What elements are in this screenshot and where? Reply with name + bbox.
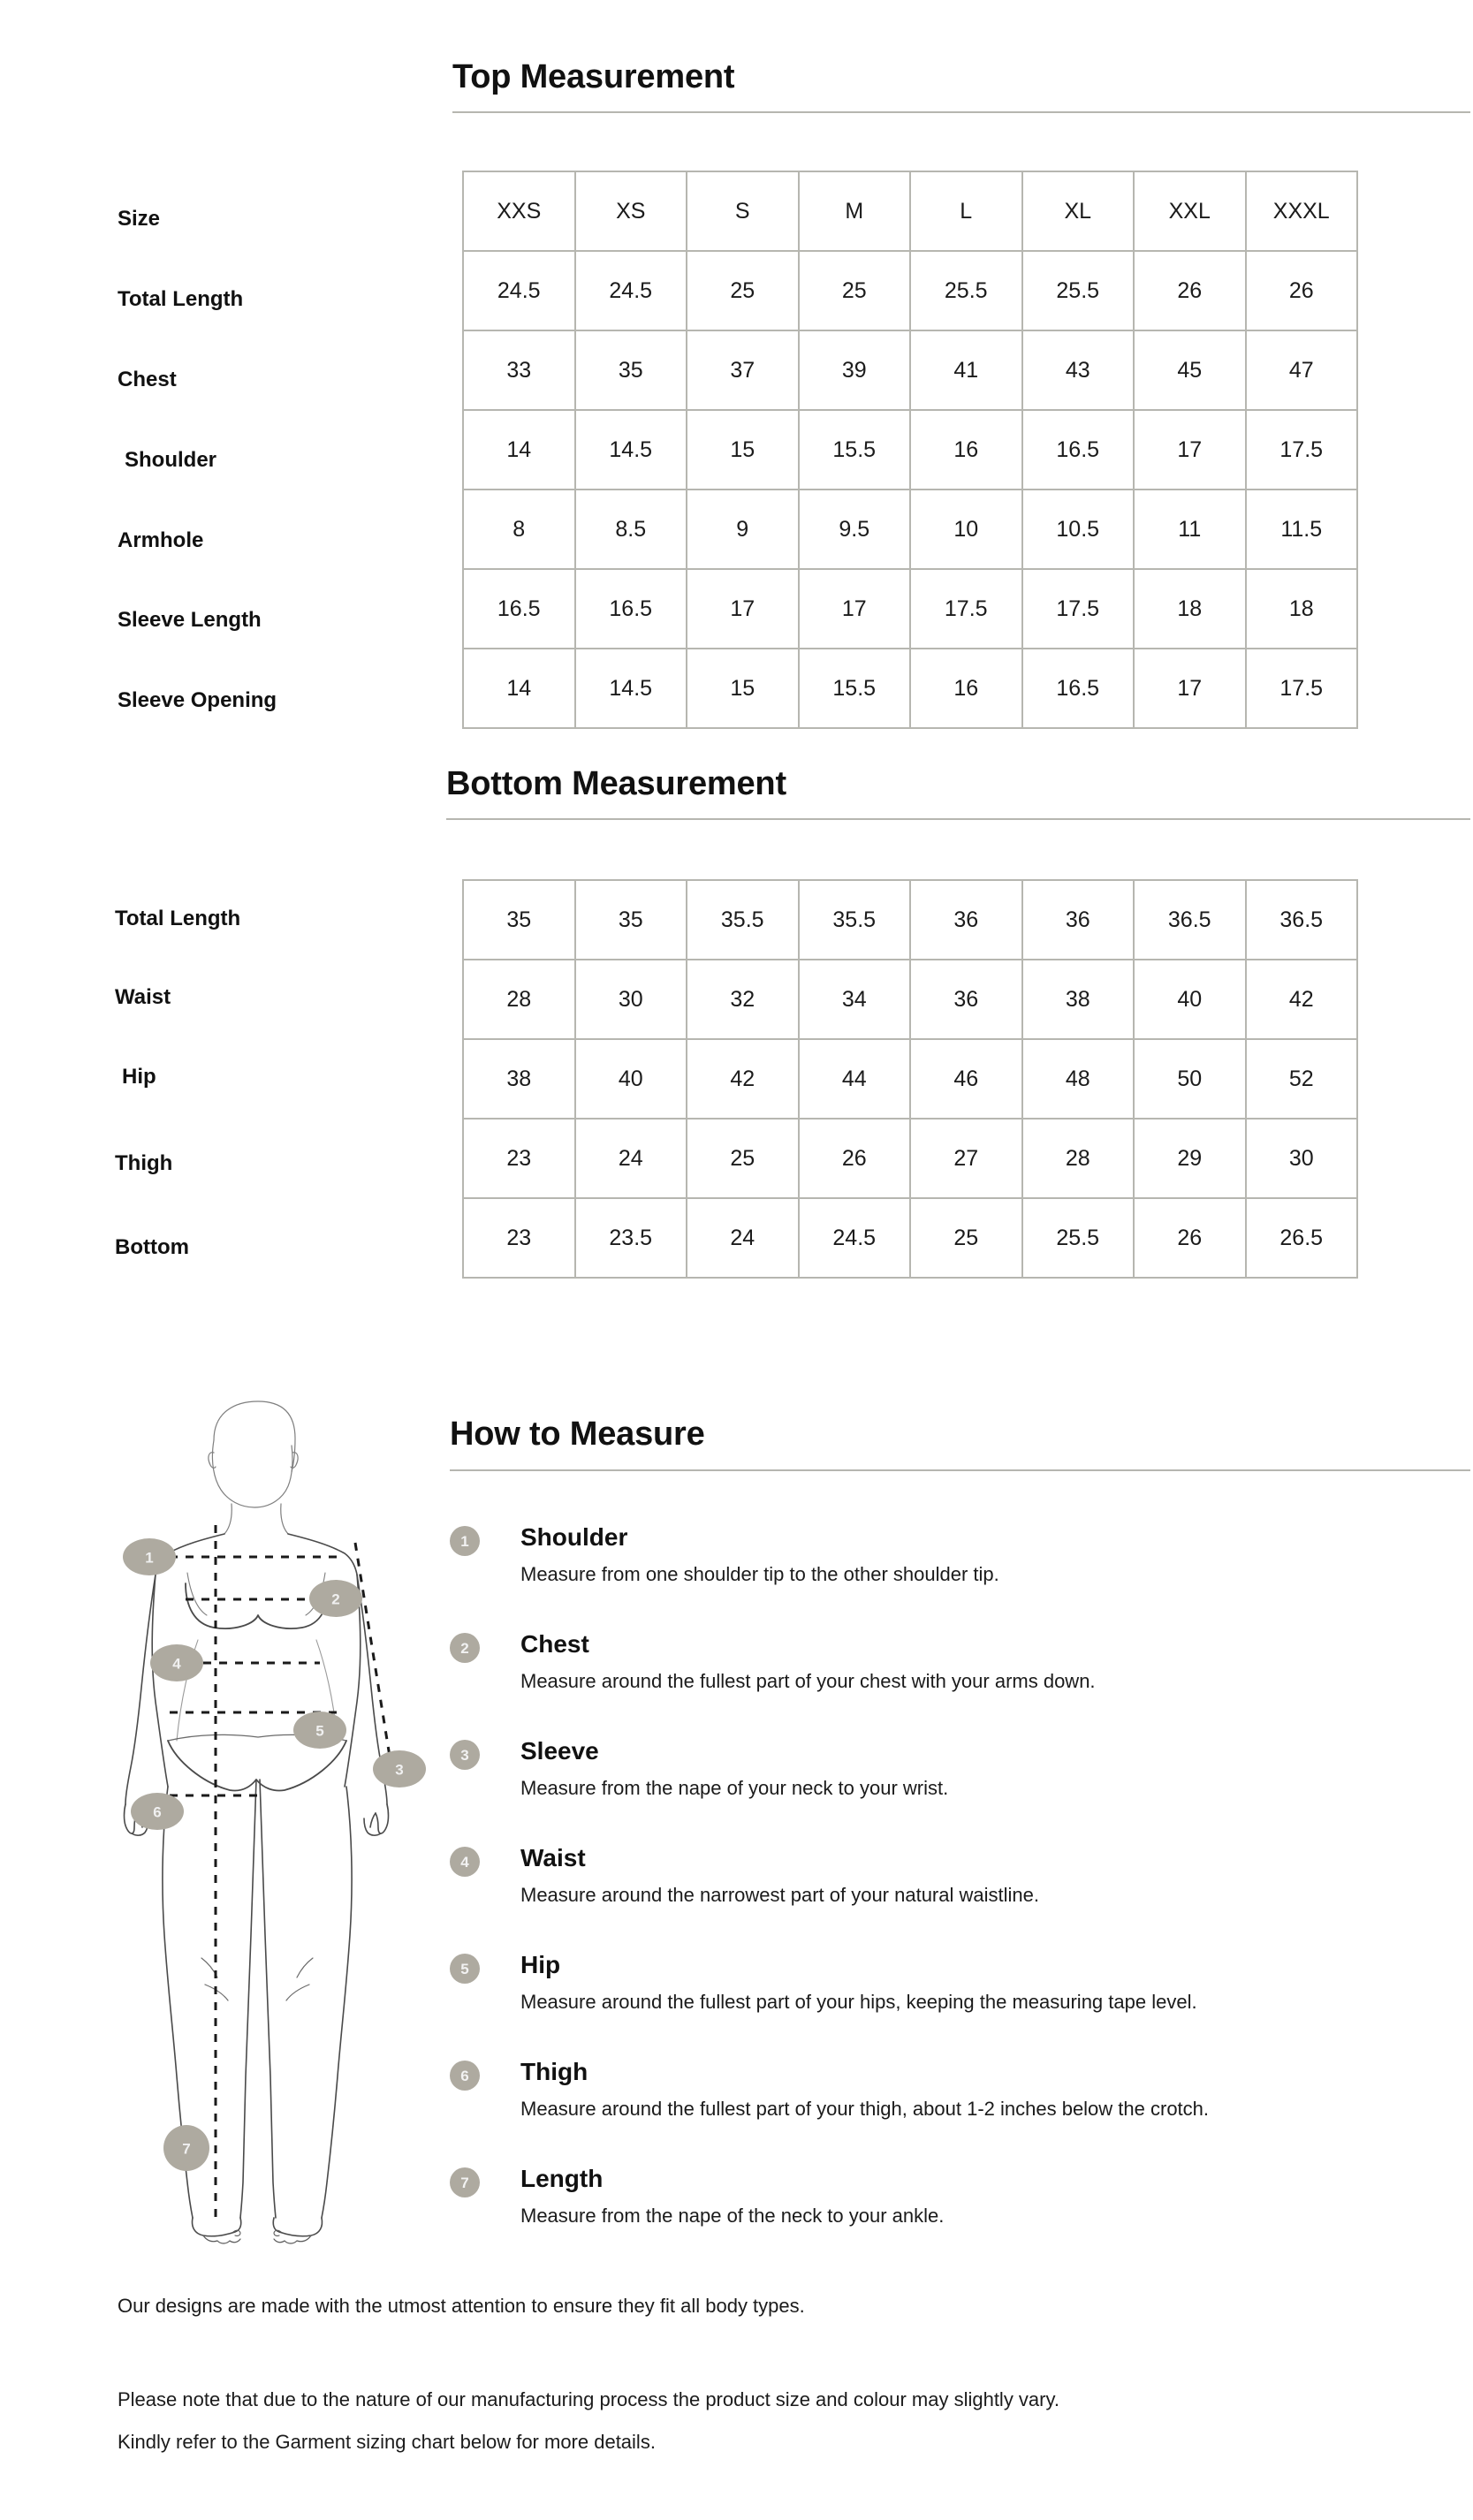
table-cell: 26 xyxy=(1246,251,1358,330)
figure-marker-5-label: 5 xyxy=(315,1722,324,1740)
table-cell: 17 xyxy=(799,569,911,649)
table-cell: 40 xyxy=(575,1039,687,1119)
table-cell: 18 xyxy=(1134,569,1246,649)
how-to-measure-badge-4: 4 xyxy=(450,1847,480,1877)
body-measurement-diagram xyxy=(106,1387,442,2253)
how-to-measure-desc-length: Measure from the nape of the neck to your ankle. xyxy=(520,2205,945,2227)
table-cell: 45 xyxy=(1134,330,1246,410)
table-cell: 26 xyxy=(799,1119,911,1198)
table-cell: 14 xyxy=(463,649,575,728)
size-header-cell: XXS xyxy=(463,171,575,251)
table-cell: 17.5 xyxy=(1246,410,1358,490)
top-row-label-total-length: Total Length xyxy=(118,287,244,311)
table-cell: 25 xyxy=(687,251,799,330)
table-cell: 28 xyxy=(1022,1119,1135,1198)
table-cell: 47 xyxy=(1246,330,1358,410)
how-to-measure-badge-1: 1 xyxy=(450,1526,480,1556)
bottom-row-label-hip: Hip xyxy=(122,1065,156,1089)
size-header-cell: S xyxy=(687,171,799,251)
table-cell: 9 xyxy=(687,490,799,569)
table-cell: 36 xyxy=(910,880,1022,960)
how-to-measure-title-shoulder: Shoulder xyxy=(520,1523,628,1551)
size-header-cell: L xyxy=(910,171,1022,251)
table-cell: 14.5 xyxy=(575,410,687,490)
table-row xyxy=(463,1039,1357,1119)
table-cell: 17.5 xyxy=(1022,569,1135,649)
table-cell: 15.5 xyxy=(799,410,911,490)
how-to-measure-desc-chest: Measure around the fullest part of your chest with your arms down. xyxy=(520,1670,1096,1692)
footnote-garment-chart-note: Kindly refer to the Garment sizing chart below for more details. xyxy=(118,2431,656,2453)
table-cell: 11.5 xyxy=(1246,490,1358,569)
figure-marker-1 xyxy=(123,1538,176,1575)
table-row xyxy=(463,960,1357,1039)
table-row xyxy=(463,1119,1357,1198)
table-cell: 38 xyxy=(1022,960,1135,1039)
bottom-row-label-thigh: Thigh xyxy=(115,1151,173,1175)
table-cell: 25.5 xyxy=(1022,1198,1135,1278)
table-cell: 16 xyxy=(910,649,1022,728)
table-cell: 35 xyxy=(463,880,575,960)
table-cell: 33 xyxy=(463,330,575,410)
how-to-measure-title-waist: Waist xyxy=(520,1844,586,1871)
table-cell: 24 xyxy=(687,1198,799,1278)
figure-marker-7 xyxy=(163,2125,209,2171)
table-cell: 14 xyxy=(463,410,575,490)
figure-marker-4 xyxy=(150,1644,203,1681)
table-cell: 44 xyxy=(799,1039,911,1119)
footnote-design-note: Our designs are made with the utmost attention to ensure they fit all body types. xyxy=(118,2295,805,2317)
table-cell: 25.5 xyxy=(910,251,1022,330)
table-cell: 15 xyxy=(687,649,799,728)
how-to-measure-badge-3: 3 xyxy=(450,1740,480,1770)
how-to-measure-badge-6: 6 xyxy=(450,2061,480,2091)
figure-marker-3 xyxy=(373,1750,426,1788)
how-to-measure-desc-hip: Measure around the fullest part of your hips, keeping the measuring tape level. xyxy=(520,1991,1197,2013)
table-cell: 16.5 xyxy=(1022,410,1135,490)
table-cell: 24 xyxy=(575,1119,687,1198)
table-cell: 36 xyxy=(910,960,1022,1039)
table-cell: 25 xyxy=(687,1119,799,1198)
top-row-label-shoulder: Shoulder xyxy=(125,448,217,472)
table-cell: 15 xyxy=(687,410,799,490)
bottom-row-label-total-length: Total Length xyxy=(115,907,241,930)
how-to-measure-badge-2: 2 xyxy=(450,1633,480,1663)
table-cell: 46 xyxy=(910,1039,1022,1119)
how-to-measure-heading: How to Measure xyxy=(450,1416,705,1453)
table-cell: 26 xyxy=(1134,1198,1246,1278)
how-to-measure-badge-7: 7 xyxy=(450,2167,480,2197)
table-cell: 15.5 xyxy=(799,649,911,728)
table-cell: 16 xyxy=(910,410,1022,490)
table-cell: 17.5 xyxy=(910,569,1022,649)
bottom-row-label-waist: Waist xyxy=(115,985,171,1009)
figure-marker-1-label: 1 xyxy=(145,1549,154,1567)
table-cell: 10 xyxy=(910,490,1022,569)
table-cell: 37 xyxy=(687,330,799,410)
table-cell: 18 xyxy=(1246,569,1358,649)
table-cell: 11 xyxy=(1134,490,1246,569)
figure-marker-6 xyxy=(131,1793,184,1830)
table-cell: 17.5 xyxy=(1246,649,1358,728)
bottom-measurement-rule xyxy=(446,818,1470,820)
how-to-measure-title-sleeve: Sleeve xyxy=(520,1737,599,1765)
size-header-cell: XXL xyxy=(1134,171,1246,251)
table-cell: 16.5 xyxy=(575,569,687,649)
figure-marker-4-label: 4 xyxy=(172,1655,181,1673)
top-measurement-rule xyxy=(452,111,1470,113)
size-header-cell: XL xyxy=(1022,171,1135,251)
footnote-manufacturing-note: Please note that due to the nature of our manufacturing process the product size and colour may slightly vary. xyxy=(118,2388,1059,2410)
top-measurement-heading: Top Measurement xyxy=(452,58,735,95)
table-cell: 23.5 xyxy=(575,1198,687,1278)
figure-marker-3-label: 3 xyxy=(395,1761,404,1779)
how-to-measure-title-thigh: Thigh xyxy=(520,2058,588,2085)
size-header-cell: M xyxy=(799,171,911,251)
table-row xyxy=(463,569,1357,649)
table-cell: 23 xyxy=(463,1198,575,1278)
top-row-label-sleeve-length: Sleeve Length xyxy=(118,608,262,632)
table-cell: 32 xyxy=(687,960,799,1039)
size-header-cell: XS xyxy=(575,171,687,251)
table-cell: 25 xyxy=(910,1198,1022,1278)
table-cell: 30 xyxy=(1246,1119,1358,1198)
table-cell: 35.5 xyxy=(799,880,911,960)
table-cell: 39 xyxy=(799,330,911,410)
table-cell: 24.5 xyxy=(799,1198,911,1278)
table-cell: 35.5 xyxy=(687,880,799,960)
top-row-label-sleeve-opening: Sleeve Opening xyxy=(118,688,277,712)
table-cell: 17 xyxy=(1134,410,1246,490)
table-header-row xyxy=(463,171,1357,251)
table-cell: 30 xyxy=(575,960,687,1039)
table-cell: 26 xyxy=(1134,251,1246,330)
table-cell: 25.5 xyxy=(1022,251,1135,330)
table-cell: 26.5 xyxy=(1246,1198,1358,1278)
how-to-measure-badge-5: 5 xyxy=(450,1954,480,1984)
table-row xyxy=(463,1198,1357,1278)
how-to-measure-desc-shoulder: Measure from one shoulder tip to the other shoulder tip. xyxy=(520,1563,999,1585)
table-cell: 10.5 xyxy=(1022,490,1135,569)
table-cell: 36.5 xyxy=(1246,880,1358,960)
table-cell: 38 xyxy=(463,1039,575,1119)
table-cell: 52 xyxy=(1246,1039,1358,1119)
table-cell: 36.5 xyxy=(1134,880,1246,960)
how-to-measure-title-hip: Hip xyxy=(520,1951,561,1978)
table-cell: 24.5 xyxy=(463,251,575,330)
table-cell: 8.5 xyxy=(575,490,687,569)
table-cell: 41 xyxy=(910,330,1022,410)
bottom-measurement-table xyxy=(462,879,1358,1279)
table-row xyxy=(463,490,1357,569)
figure-marker-2 xyxy=(309,1580,362,1617)
table-row xyxy=(463,880,1357,960)
table-cell: 25 xyxy=(799,251,911,330)
top-row-label-armhole: Armhole xyxy=(118,528,204,552)
top-row-label-size: Size xyxy=(118,207,161,231)
table-cell: 24.5 xyxy=(575,251,687,330)
table-cell: 23 xyxy=(463,1119,575,1198)
table-cell: 34 xyxy=(799,960,911,1039)
table-cell: 35 xyxy=(575,330,687,410)
size-header-cell: XXXL xyxy=(1246,171,1358,251)
table-cell: 42 xyxy=(687,1039,799,1119)
figure-marker-7-label: 7 xyxy=(182,2140,191,2158)
figure-marker-5 xyxy=(293,1712,346,1749)
table-row xyxy=(463,251,1357,330)
how-to-measure-desc-thigh: Measure around the fullest part of your thigh, about 1-2 inches below the crotch. xyxy=(520,2098,1210,2120)
table-cell: 27 xyxy=(910,1119,1022,1198)
table-cell: 8 xyxy=(463,490,575,569)
table-cell: 16.5 xyxy=(463,569,575,649)
table-cell: 40 xyxy=(1134,960,1246,1039)
table-cell: 35 xyxy=(575,880,687,960)
how-to-measure-desc-sleeve: Measure from the nape of your neck to your wrist. xyxy=(520,1777,949,1799)
top-measurement-table xyxy=(462,171,1358,729)
bottom-row-label-bottom: Bottom xyxy=(115,1235,189,1259)
how-to-measure-desc-waist: Measure around the narrowest part of your natural waistline. xyxy=(520,1884,1039,1906)
top-row-label-chest: Chest xyxy=(118,368,177,391)
table-row xyxy=(463,649,1357,728)
table-row xyxy=(463,410,1357,490)
table-cell: 43 xyxy=(1022,330,1135,410)
how-to-measure-title-chest: Chest xyxy=(520,1630,589,1658)
table-row xyxy=(463,330,1357,410)
how-to-measure-rule xyxy=(450,1469,1470,1471)
table-cell: 17 xyxy=(687,569,799,649)
table-cell: 42 xyxy=(1246,960,1358,1039)
table-cell: 28 xyxy=(463,960,575,1039)
figure-marker-2-label: 2 xyxy=(331,1590,340,1608)
how-to-measure-title-length: Length xyxy=(520,2165,604,2192)
table-cell: 16.5 xyxy=(1022,649,1135,728)
bottom-measurement-heading: Bottom Measurement xyxy=(446,765,786,802)
table-cell: 9.5 xyxy=(799,490,911,569)
table-cell: 29 xyxy=(1134,1119,1246,1198)
table-cell: 50 xyxy=(1134,1039,1246,1119)
table-cell: 48 xyxy=(1022,1039,1135,1119)
table-cell: 36 xyxy=(1022,880,1135,960)
figure-marker-6-label: 6 xyxy=(153,1803,162,1821)
table-cell: 17 xyxy=(1134,649,1246,728)
table-cell: 14.5 xyxy=(575,649,687,728)
